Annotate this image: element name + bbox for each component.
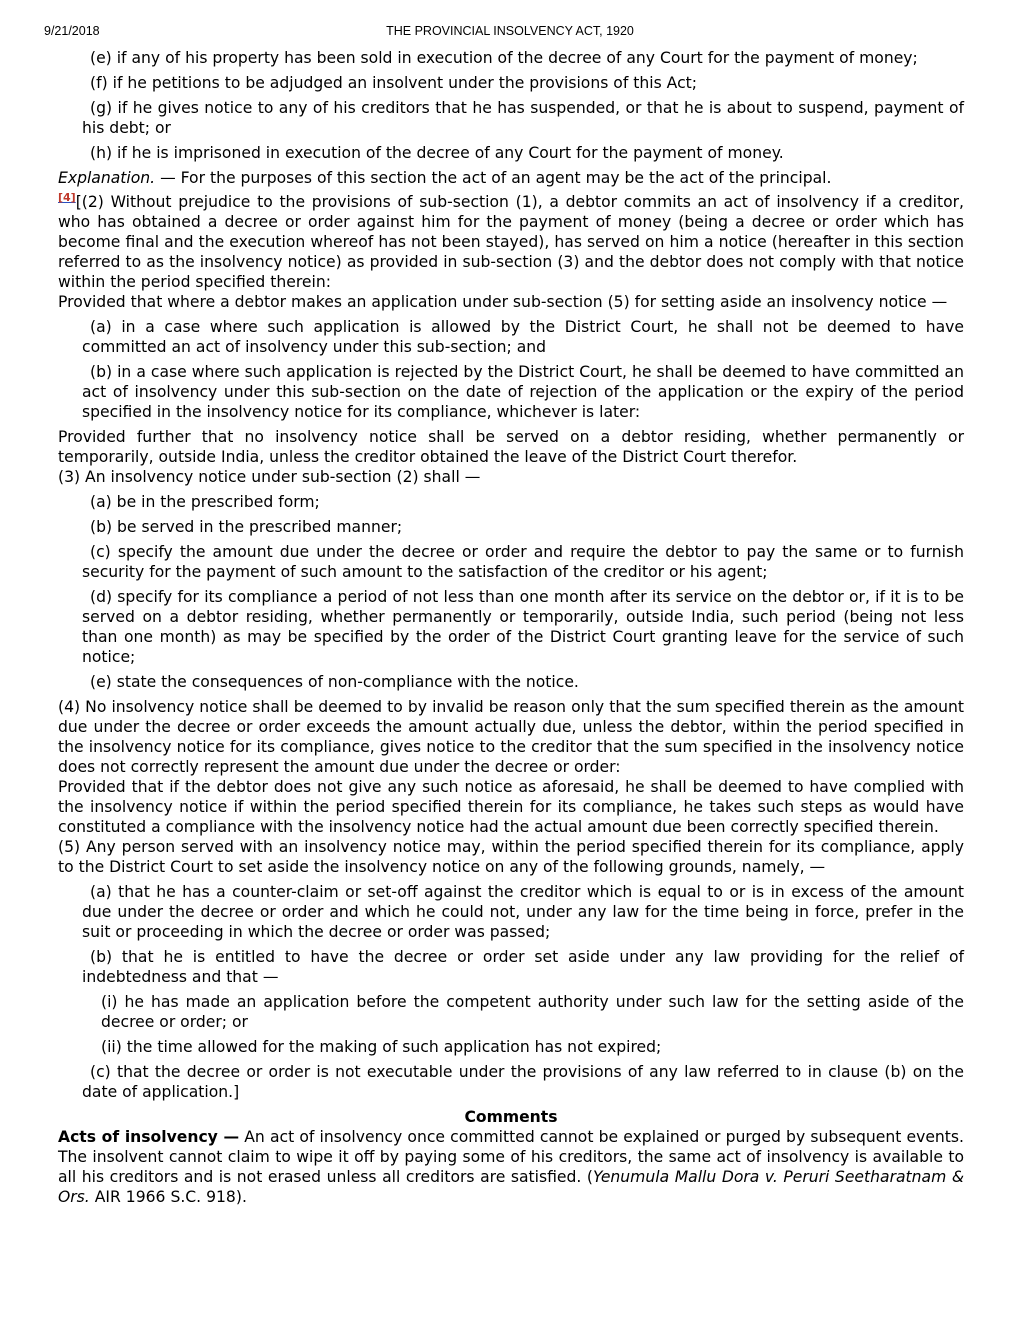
subsection-5-clause-c: (c) that the decree or order is not executable under the provisions of any law referred to in clause (b) on the date of application.] — [82, 1063, 964, 1101]
subsection-5: (5) Any person served with an insolvency notice may, within the period specified therein for its compliance, apply to the District Court to set aside the insolvency notice on any of the following grounds, namely, — — [58, 838, 964, 876]
comments-text — [58, 1127, 964, 1207]
subsection-3-clause-c: (c) specify the amount due under the decree or order and require the debtor to pay the same or to furnish security for the payment of such amount to the satisfaction of the creditor or his agent; — [82, 543, 964, 581]
subsection-5-clause-a: (a) that he has a counter-claim or set-off against the creditor which is equal to or is in excess of the amount due under the decree or order and which he could not, under any law for the time being in force, prefer in the suit or proceeding in which the decree or order was passed; — [82, 883, 964, 941]
subsection-2-clause-a: (a) in a case where such application is allowed by the District Court, he shall not be deemed to have committed an act of insolvency under this sub-section; and — [82, 318, 964, 356]
print-date: 9/21/2018 — [44, 24, 100, 38]
explanation-text: — For the purposes of this section the act of an agent may be the act of the principal. — [155, 169, 832, 187]
clause-f: (f) if he petitions to be adjudged an insolvent under the provisions of this Act; — [90, 74, 698, 92]
subsection-2-text: [(2) Without prejudice to the provisions of sub-section (1), a debtor commits an act of insolvency if a creditor, who has obtained a decree or order against him for the payment of money (being a decree or order which has become final and the execution whereof has not been stayed), has served on him a notice (hereafter in this section referred to as the insolvency notice) as provided in sub-section (3) and the debtor does not comply with that notice within the period specified therein: — [58, 193, 964, 291]
case-citation: AIR 1966 S.C. 918). — [89, 1188, 247, 1206]
subsection-4-proviso: Provided that if the debtor does not give any such notice as aforesaid, he shall be deemed to have complied with the insolvency notice if within the period specified therein for its compliance, he takes such steps as would have constituted a compliance with the insolvency notice had the actual amount due been correctly specified therein. — [58, 778, 964, 836]
subsection-3-clause-e: (e) state the consequences of non-compliance with the notice. — [90, 673, 579, 691]
explanation — [58, 168, 964, 188]
subsection-2-proviso-further: Provided further that no insolvency notice shall be served on a debtor residing, whether permanently or temporarily, outside India, unless the creditor obtained the leave of the District Court therefor. — [58, 428, 964, 466]
document-body — [58, 48, 964, 1207]
case-name: Yenumula Mallu Dora v. Peruri Seetharatnam & Ors. — [58, 1168, 964, 1206]
subsection-5-clause-b: (b) that he is entitled to have the decree or order set aside under any law providing for the relief of indebtedness and that — — [82, 948, 964, 986]
subsection-2 — [58, 192, 964, 292]
subsection-3-clause-a: (a) be in the prescribed form; — [90, 493, 320, 511]
subsection-2-clause-b: (b) in a case where such application is rejected by the District Court, he shall be deemed to have committed an act of insolvency under this sub-section on the date of rejection of the application or the expiry of the period specified in the insolvency notice for its compliance, whichever is later: — [82, 363, 964, 421]
comments-lead: Acts of insolvency — — [58, 1128, 240, 1146]
subsection-3: (3) An insolvency notice under sub-section (2) shall — — [58, 468, 481, 486]
subsection-3-clause-d: (d) specify for its compliance a period of not less than one month after its service on the debtor or, if it is to be served on a debtor residing, whether permanently or temporarily, outside India, such period (being not less than one month) as may be specified by the order of the District Court granting leave for the service of such notice; — [82, 588, 964, 666]
comments-body: An act of insolvency once committed cannot be explained or purged by subsequent events. The insolvent cannot claim to wipe it off by paying some of his creditors, the same act of insolvency is available to all his creditors and is not erased unless all creditors are satisfied. ( — [58, 1128, 964, 1186]
subsection-5-clause-b-ii: (ii) the time allowed for the making of such application has not expired; — [101, 1038, 662, 1056]
clause-g: (g) if he gives notice to any of his creditors that he has suspended, or that he is about to suspend, payment of his debt; or — [82, 99, 964, 137]
clause-h: (h) if he is imprisoned in execution of the decree of any Court for the payment of money. — [90, 144, 784, 162]
subsection-5-clause-b-i: (i) he has made an application before the competent authority under such law for the setting aside of the decree or order; or — [101, 993, 964, 1031]
explanation-label: Explanation. — [58, 169, 156, 187]
subsection-3-clause-b: (b) be served in the prescribed manner; — [90, 518, 403, 536]
subsection-2-proviso: Provided that where a debtor makes an application under sub-section (5) for setting aside an insolvency notice — — [58, 293, 948, 311]
footnote-link[interactable]: [4] — [58, 190, 76, 204]
subsection-4: (4) No insolvency notice shall be deemed to by invalid be reason only that the sum specified therein as the amount due under the decree or order exceeds the amount actually due, unless the debtor, within the period specified in the insolvency notice for its compliance, gives notice to the creditor that the sum specified in the insolvency notice does not correctly represent the amount due under the decree or order: — [58, 698, 964, 776]
document-title: THE PROVINCIAL INSOLVENCY ACT, 1920 — [386, 24, 634, 38]
comments-heading: Comments — [464, 1108, 558, 1126]
clause-e: (e) if any of his property has been sold in execution of the decree of any Court for the payment of money; — [90, 49, 918, 67]
